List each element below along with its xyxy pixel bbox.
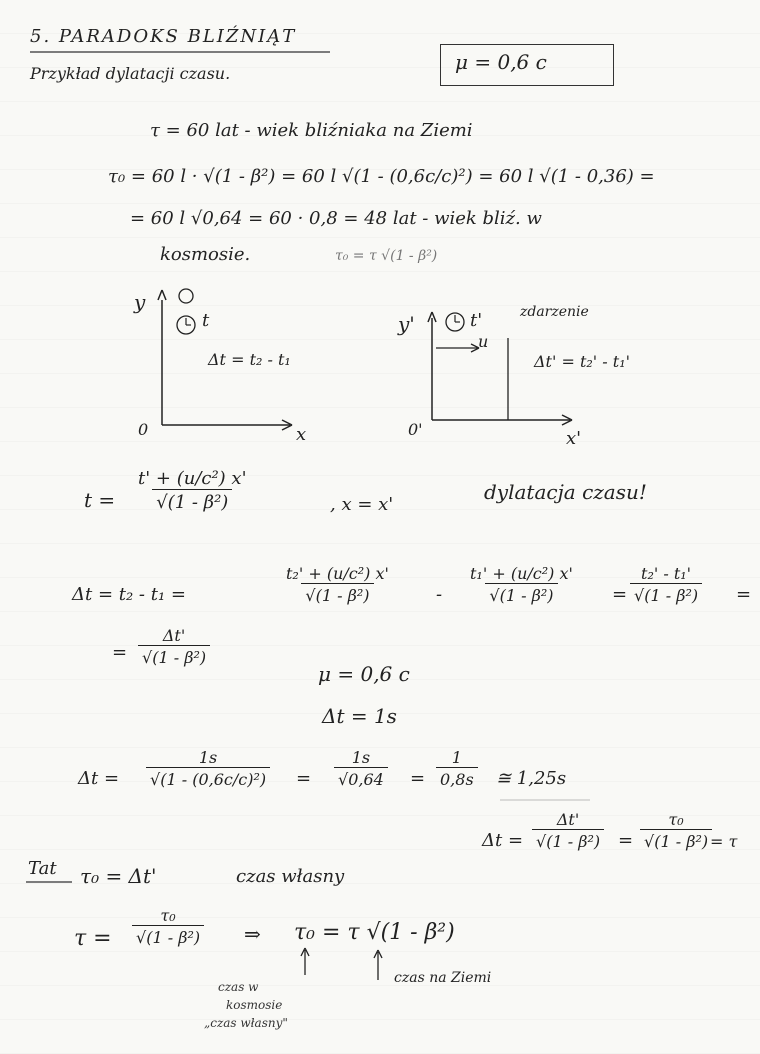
left-axis-x-label: x [296, 424, 307, 445]
calc2-lhs: Δt = [482, 830, 524, 851]
formula-t-lhs: t = [84, 488, 116, 512]
given-mu: μ = 0,6 c [318, 662, 410, 686]
calc-f2-num: 1s [351, 748, 371, 767]
calc2-f1-num: Δt' [556, 810, 580, 829]
left-clock-icon-1 [179, 289, 193, 303]
final-frac [132, 906, 204, 947]
given-dt: Δt = 1s [322, 704, 397, 728]
left-diagram-eq: Δt = t₂ - t₁ [208, 350, 291, 369]
calc-frac1 [146, 748, 270, 789]
calc-eq1: = [296, 768, 312, 789]
calc2-frac2 [640, 810, 712, 851]
calc-f1-den: √(1 - (0,6c/c)²) [146, 767, 270, 789]
formula-dt-f2-den: √(1 - β²) [485, 583, 557, 605]
mu-box-text: μ = 0,6 c [455, 50, 547, 74]
calc-frac3 [436, 748, 478, 789]
line-kosmos-note: τ₀ = τ √(1 - β²) [335, 248, 438, 264]
right-clock-label: t' [470, 310, 483, 331]
page-subtitle: Przykład dylatacji czasu. [30, 64, 231, 83]
note-czas-wlasny: „czas własny" [204, 1016, 288, 1030]
right-event-label: zdarzenie [520, 304, 589, 320]
final-den: √(1 - β²) [132, 925, 204, 947]
left-axis-y-label: y [134, 290, 146, 314]
calc2-f1-den: √(1 - β²) [532, 829, 604, 851]
formula-dt-f1-num: t₂' + (u/c²) x' [286, 564, 389, 583]
formula-dt-frac2 [466, 564, 577, 605]
right-velocity-label: u [478, 332, 489, 351]
calc-lhs: Δt = [78, 768, 120, 789]
final-lhs: τ = [74, 926, 112, 951]
note-czas-na-ziemi: czas na Ziemi [394, 970, 492, 986]
formula-dt-frac1 [282, 564, 393, 605]
formula-t-fraction [134, 468, 251, 513]
formula-dt-frac3 [630, 564, 702, 605]
formula-dt-frac4 [138, 626, 210, 667]
formula-dt-lead: = [112, 642, 128, 663]
calc-approx: ≅ 1,25s [496, 768, 567, 789]
right-axis-x-label: x' [566, 428, 582, 449]
calc2-eq: = [618, 830, 634, 851]
calc2-f2-num: τ₀ [668, 810, 684, 829]
calc-f3-num: 1 [451, 748, 462, 767]
calc-f2-den: √0,64 [334, 767, 388, 789]
calc-frac2 [334, 748, 388, 789]
formula-t-den: √(1 - β²) [152, 489, 232, 513]
left-y-arrow-a [158, 290, 162, 300]
calc2-tail: = τ [710, 832, 738, 851]
note-czas-w: czas w [218, 980, 259, 994]
line-kosmos: kosmosie. [160, 244, 251, 265]
note-kosmosie: kosmosie [226, 998, 283, 1012]
left-y-arrow-b [162, 290, 166, 300]
formula-dt-f4-den: √(1 - β²) [138, 645, 210, 667]
right-diagram-eq: Δt' = t₂' - t₁' [534, 352, 631, 371]
tat-text: czas własny [236, 866, 345, 887]
line-result: = 60 l √0,64 = 60 · 0,8 = 48 lat - wiek bliź. w [130, 208, 542, 229]
final-num: τ₀ [160, 906, 176, 925]
formula-dt-lhs: Δt = t₂ - t₁ = [72, 584, 186, 605]
calc2-f2-den: √(1 - β²) [640, 829, 712, 851]
right-axis-y-label: y' [398, 312, 415, 336]
line-tau: τ = 60 lat - wiek bliźniaka na Ziemi [150, 120, 473, 141]
left-clock-label: t [202, 310, 210, 331]
left-origin-label: 0 [138, 420, 149, 439]
formula-dt-f3-den: √(1 - β²) [630, 583, 702, 605]
final-rhs: τ₀ = τ √(1 - β²) [294, 920, 455, 945]
formula-t-num: t' + (u/c²) x' [138, 468, 247, 489]
final-arrow: ⇒ [244, 922, 261, 946]
formula-dt-f4-num: Δt' [162, 626, 186, 645]
right-origin-label: 0' [408, 420, 423, 439]
formula-t-cond: , x = x' [330, 494, 394, 515]
calc-f1-num: 1s [198, 748, 218, 767]
line-tau0: τ₀ = 60 l · √(1 - β²) = 60 l √(1 - (0,6c/c)²) = 60 l √(1 - 0,36) = [108, 166, 655, 187]
calc-eq2: = [410, 768, 426, 789]
formula-dt-f3-num: t₂' - t₁' [641, 564, 692, 583]
page-title: 5. PARADOKS BLIŹNIĄT [30, 26, 297, 47]
formula-dt-eq: = [612, 584, 628, 605]
formula-dt-trail: = [736, 584, 752, 605]
tat-label: Tat [28, 858, 57, 879]
calc-f3-den: 0,8s [436, 767, 478, 789]
formula-dt-f1-den: √(1 - β²) [301, 583, 373, 605]
tat-eq: τ₀ = Δt' [80, 864, 157, 888]
formula-dt-minus: - [436, 584, 443, 605]
calc2-frac1 [532, 810, 604, 851]
formula-t-note: dylatacja czasu! [484, 480, 647, 504]
formula-dt-f2-num: t₁' + (u/c²) x' [470, 564, 573, 583]
